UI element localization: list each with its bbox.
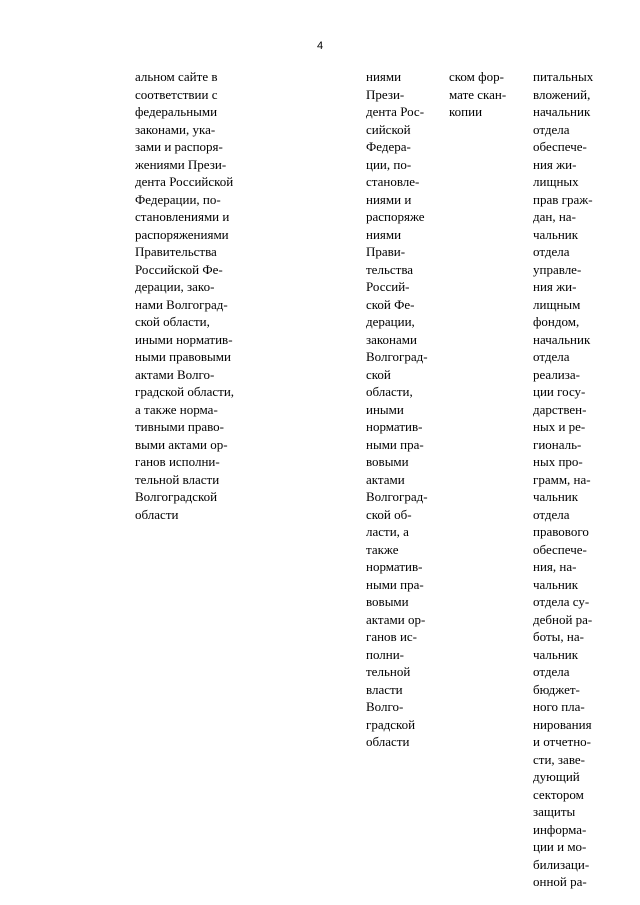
- page-number: 4: [316, 40, 324, 52]
- table-column-4-text: питальных вложений, начальник отдела обеспече- ния жи- лищных прав граж- дан, на- чальник отдела управле- ния жи- лищным фондом, начальник отдела реализа- ции госу- дарствен- ных и ре- гиональ- ных про- грамм, на- чальник отдела правового обеспече- ния, на- чальник отдела су- дебной ра- боты, на- чальник отдела бюджет- ного пла- нирования и отчетно- сти, заве- дующий сектором защиты информа- ции и мо- билизаци- онной ра-: [533, 69, 594, 889]
- table-column-1-text: альном сайте в соответствии с федеральными законами, ука- зами и распоря- жениями Прези- дента Российской Федерации, по- становлениями и распоряжениями Правительства Российской Фе- дерации, зако- нами Волгоград- ской области, иными норматив- ными правовыми актами Волго- градской области, а также норма- тивными право- выми актами ор- ганов исполни- тельной власти Волгоградской области: [135, 69, 235, 522]
- table-column-2-text: ниями Прези- дента Рос- сийской Федера- ции, по- становле- ниями и распоряже ниями Прави- тельства Россий- ской Фе- дерации, законами Волгоград- ской области, иными норматив- ными пра- вовыми актами Волгоград- ской об- ласти, а также норматив- ными пра- вовыми актами ор- ганов ис- полни- тельной власти Волго- градской области: [366, 69, 428, 749]
- table-column-3-text: ском фор- мате скан- копии: [449, 69, 507, 119]
